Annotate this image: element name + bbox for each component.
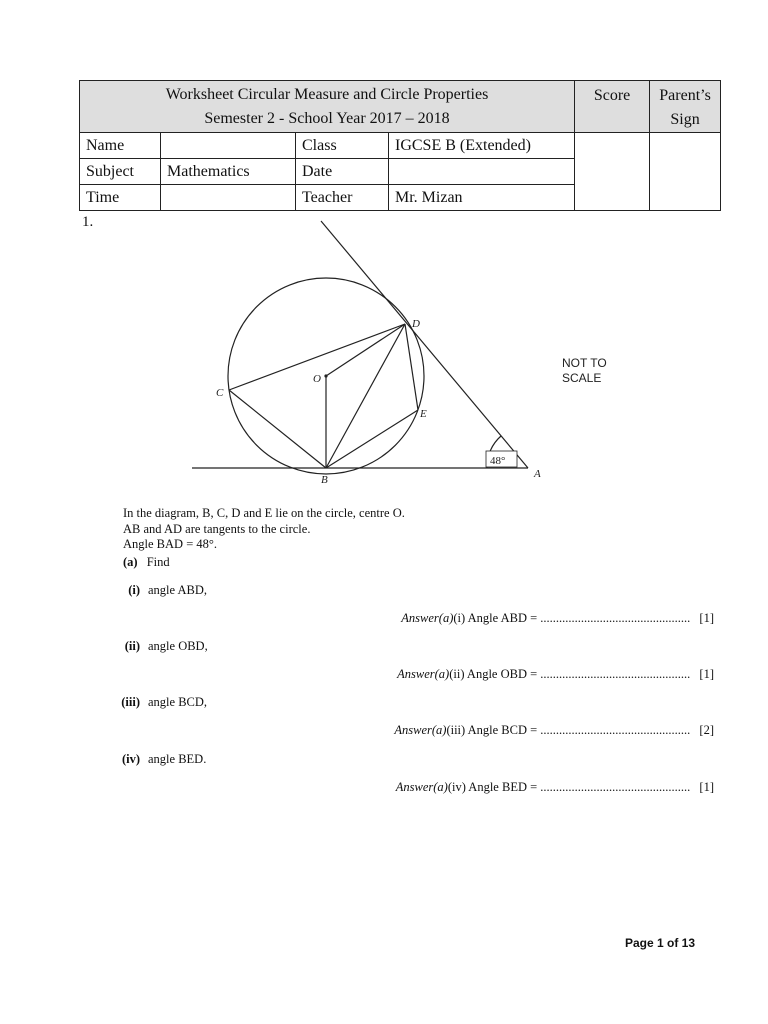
label-e: E bbox=[420, 408, 427, 420]
label-b: B bbox=[321, 474, 328, 486]
angle-label: 48° bbox=[490, 455, 506, 467]
part-iv bbox=[112, 752, 206, 767]
answer-iv-label: (iv) Angle BED = bbox=[447, 780, 538, 794]
part-iv-text: angle BED. bbox=[148, 752, 207, 766]
class-value: IGCSE B (Extended) bbox=[389, 133, 575, 159]
note-line-1: NOT TO bbox=[562, 356, 607, 370]
part-i bbox=[112, 583, 207, 598]
answer-ii-marks: [1] bbox=[699, 667, 714, 681]
intro-line-2: AB and AD are tangents to the circle. bbox=[123, 521, 311, 536]
part-ii bbox=[112, 639, 208, 654]
answer-line-ii[interactable] bbox=[397, 667, 714, 682]
answer-i-marks: [1] bbox=[699, 611, 714, 625]
part-iii-number: (iii) bbox=[121, 695, 140, 709]
answer-line-iv[interactable] bbox=[396, 780, 714, 795]
answer-i-dots[interactable]: ................................................ bbox=[540, 611, 691, 625]
chord-be bbox=[326, 410, 418, 468]
find-heading bbox=[123, 555, 170, 570]
answer-line-iii[interactable] bbox=[394, 723, 714, 738]
answer-iv-marks: [1] bbox=[699, 780, 714, 794]
answer-iii-dots[interactable]: ................................................ bbox=[540, 723, 691, 737]
tangent-ad bbox=[321, 221, 528, 468]
find-text: Find bbox=[146, 555, 170, 569]
part-iv-number: (iv) bbox=[121, 752, 140, 766]
question-number: 1. bbox=[82, 214, 94, 230]
answer-ii-prefix: Answer(a) bbox=[397, 667, 450, 681]
answer-iii-prefix: Answer(a) bbox=[394, 723, 447, 737]
note-line-2: SCALE bbox=[562, 371, 602, 385]
answer-iv-dots[interactable]: ................................................ bbox=[540, 780, 691, 794]
page-number: Page 1 of 13 bbox=[624, 936, 695, 950]
teacher-value: Mr. Mizan bbox=[389, 185, 575, 211]
answer-iii-marks: [2] bbox=[699, 723, 714, 737]
label-o: O bbox=[313, 373, 321, 385]
answer-line-i[interactable] bbox=[401, 611, 714, 626]
score-text: Score bbox=[593, 87, 631, 104]
find-label: (a) bbox=[123, 555, 138, 569]
answer-i-label: (i) Angle ABD = bbox=[453, 611, 538, 625]
title-line-2: Semester 2 - School Year 2017 – 2018 bbox=[204, 109, 450, 127]
date-label: Date bbox=[296, 159, 389, 185]
parent-sign-line-1: Parent’s bbox=[659, 87, 711, 104]
chord-bd bbox=[326, 324, 405, 468]
label-a: A bbox=[534, 468, 541, 480]
question-intro bbox=[123, 506, 405, 553]
answer-iv-prefix: Answer(a) bbox=[395, 780, 448, 794]
title-line-1: Worksheet Circular Measure and Circle Properties bbox=[165, 85, 489, 103]
parent-sign-line-2: Sign bbox=[670, 111, 700, 128]
radius-od bbox=[326, 324, 405, 376]
not-to-scale-note bbox=[562, 356, 607, 386]
subject-label: Subject bbox=[80, 159, 161, 185]
part-iii-text: angle BCD, bbox=[148, 695, 208, 709]
part-i-text: angle ABD, bbox=[148, 583, 208, 597]
label-d: D bbox=[412, 318, 420, 330]
name-label: Name bbox=[80, 133, 161, 159]
part-ii-number: (ii) bbox=[124, 639, 140, 653]
intro-line-1: In the diagram, B, C, D and E lie on the circle, centre O. bbox=[123, 506, 405, 520]
subject-value: Mathematics bbox=[161, 159, 296, 185]
class-label: Class bbox=[296, 133, 389, 159]
answer-ii-label: (ii) Angle OBD = bbox=[449, 667, 538, 681]
intro-line-3: Angle BAD = 48°. bbox=[123, 537, 217, 551]
time-label: Time bbox=[80, 185, 161, 211]
answer-i-prefix: Answer(a) bbox=[401, 611, 454, 625]
part-iii bbox=[112, 695, 207, 710]
teacher-label: Teacher bbox=[296, 185, 389, 211]
part-i-number: (i) bbox=[128, 583, 140, 597]
centre-point bbox=[324, 374, 327, 377]
answer-iii-label: (iii) Angle BCD = bbox=[446, 723, 538, 737]
answer-ii-dots[interactable]: ................................................ bbox=[540, 667, 691, 681]
part-ii-text: angle OBD, bbox=[148, 639, 208, 653]
label-c: C bbox=[216, 387, 224, 399]
